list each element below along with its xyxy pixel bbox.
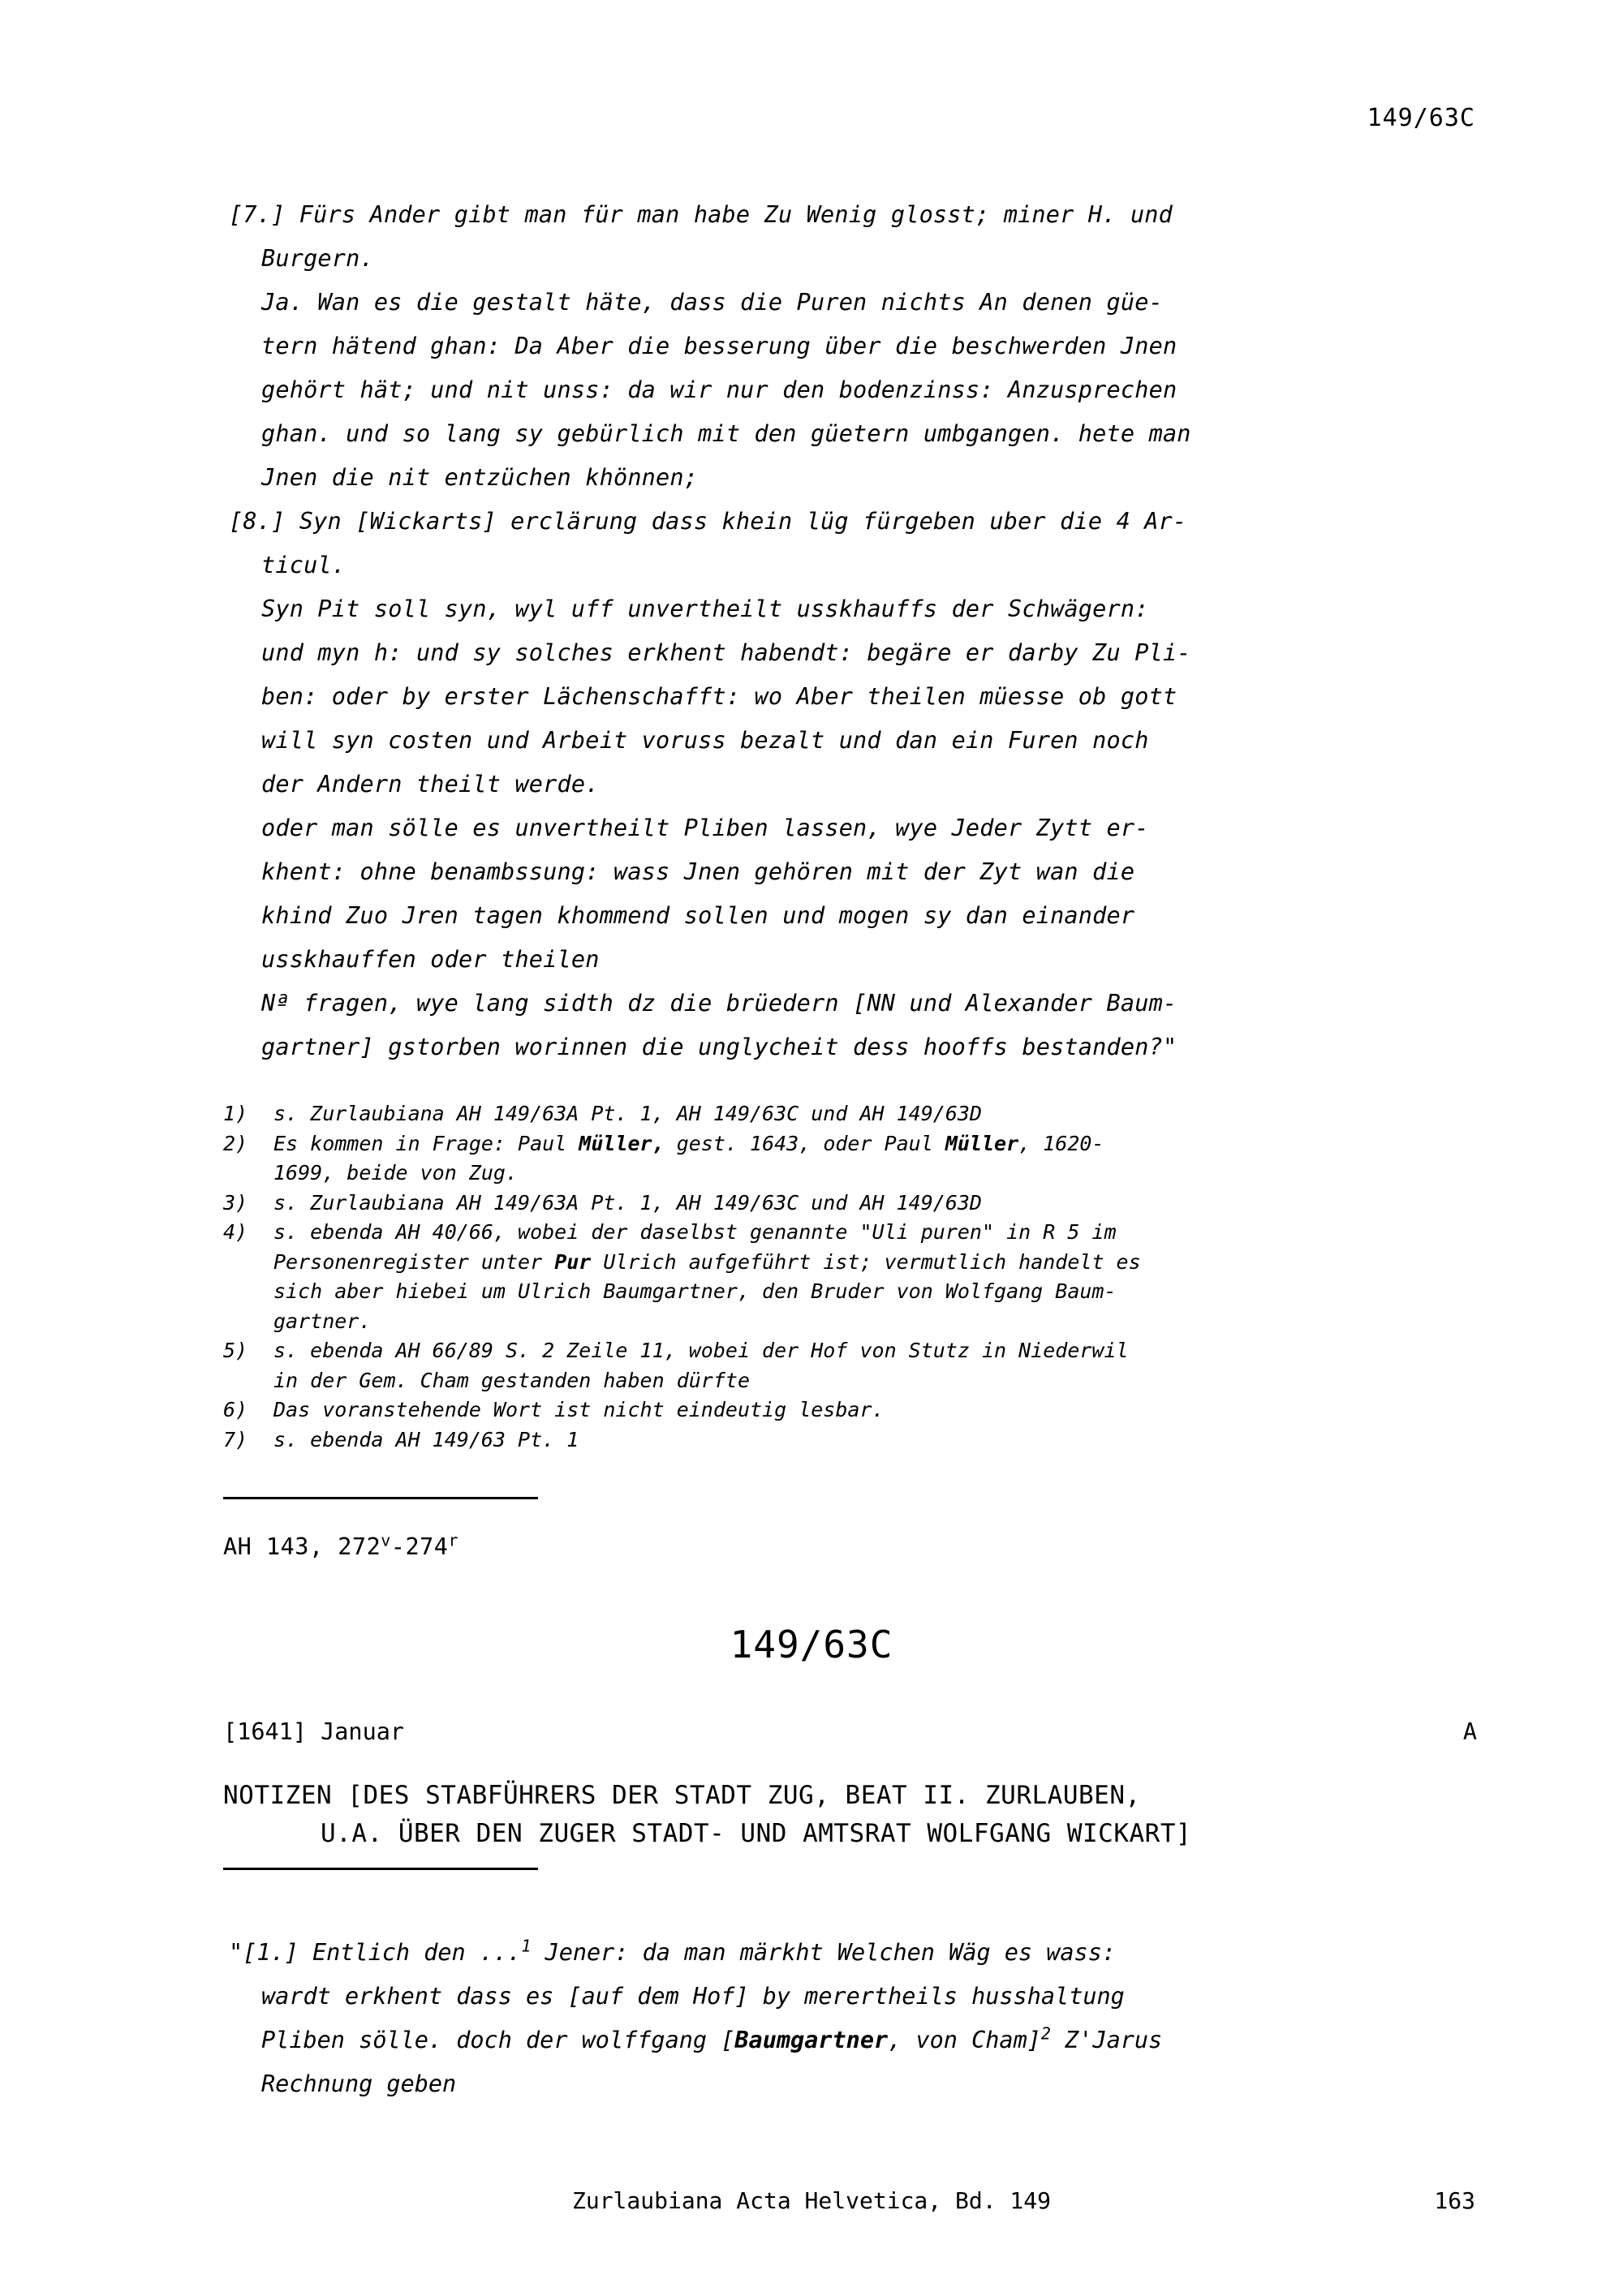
- text-line: Pliben sölle. doch der wolffgang [Baumgartner, von Cham]$^2$ Z'Jarus: [261, 2023, 1163, 2053]
- text-line: [8.] Syn [Wickarts] erclärung dass khein lüg fürgeben uber die 4 Ar-: [229, 508, 1187, 535]
- document-title: [223, 1777, 1485, 1853]
- text-line: khind Zuo Jren tagen khommend sollen und mogen sy dan einander: [261, 902, 1135, 929]
- footnote-line: 1699, beide von Zug.: [273, 1161, 519, 1185]
- footnote-number: 2): [223, 1131, 248, 1155]
- footnote-item: [223, 1218, 1477, 1336]
- page-header-reference: 149/63C: [1367, 104, 1475, 132]
- footnote-text: [273, 1425, 1477, 1455]
- document-body-text: [229, 1931, 1477, 2106]
- footnote-line: s. Zurlaubiana AH 149/63A Pt. 1, AH 149/63C und AH 149/63D: [273, 1190, 982, 1215]
- footnote-line: s. ebenda AH 66/89 S. 2 Zeile 11, wobei der Hof von Stutz in Niederwil: [273, 1339, 1129, 1362]
- text-line: ghan. und so lang sy gebürlich mit den güetern umbgangen. hete man: [261, 420, 1191, 447]
- footnote-number: 6): [223, 1398, 248, 1421]
- footer-series-title: Zurlaubiana Acta Helvetica, Bd. 149: [571, 2187, 1051, 2214]
- document-title-line-2: U.A. ÜBER DEN ZUGER STADT- UND AMTSRAT WOLFGANG WICKART]: [321, 1819, 1192, 1848]
- text-line: "[1.] Entlich den ...$^1$ Jener: da man märkht Welchen Wäg es wass:: [229, 1936, 1117, 1966]
- horizontal-divider: [223, 1868, 538, 1870]
- text-line: Ja. Wan es die gestalt häte, dass die Puren nichts An denen güe-: [261, 289, 1163, 316]
- paragraph-item-7-answer: [229, 281, 1477, 500]
- text-line: Syn Pit soll syn, wyl uff unvertheilt usskhauffs der Schwägern:: [261, 595, 1149, 622]
- footnote-text: [273, 1189, 1477, 1219]
- paragraph-item-7: [229, 193, 1477, 281]
- footnote-number: 3): [223, 1190, 248, 1215]
- footnote-text: [273, 1218, 1477, 1336]
- footnote-line: sich aber hiebei um Ulrich Baumgartner, den Bruder von Wolfgang Baum-: [273, 1279, 1117, 1303]
- footnote-text: [273, 1099, 1477, 1129]
- footnote-line: Es kommen in Frage: Paul Müller, gest. 1643, oder Paul Müller, 1620-: [273, 1131, 1104, 1155]
- footnote-number: 7): [223, 1427, 248, 1451]
- text-line: gehört hät; und nit unss: da wir nur den bodenzinss: Anzusprechen: [261, 376, 1177, 403]
- text-line: Burgern.: [261, 245, 374, 272]
- footnote-line: s. ebenda AH 40/66, wobei der daselbst genannte "Uli puren" in R 5 im: [273, 1220, 1117, 1244]
- footnote-item: [223, 1189, 1477, 1219]
- text-line: khent: ohne benambssung: wass Jnen gehören mit der Zyt wan die: [261, 858, 1135, 885]
- document-dateline: [1641] Januar: [223, 1718, 405, 1745]
- footnote-text: [273, 1395, 1477, 1425]
- paragraph-item-8: [229, 500, 1477, 587]
- footnote-line: s. Zurlaubiana AH 149/63A Pt. 1, AH 149/63C und AH 149/63D: [273, 1102, 982, 1125]
- footnote-number: 4): [223, 1220, 248, 1244]
- document-title-line-1: NOTIZEN [DES STABFÜHRERS DER STADT ZUG, BEAT II. ZURLAUBEN,: [223, 1781, 1141, 1810]
- text-line: Rechnung geben: [261, 2070, 457, 2097]
- text-line: usskhauffen oder theilen: [261, 946, 600, 973]
- footnote-text: [273, 1336, 1477, 1395]
- footnote-block: [223, 1099, 1477, 1455]
- text-line: oder man sölle es unvertheilt Pliben lassen, wye Jeder Zytt er-: [261, 815, 1149, 841]
- footer-page-number: 163: [1434, 2187, 1475, 2214]
- footnote-item: [223, 1129, 1477, 1189]
- footnote-number: 1): [223, 1102, 248, 1125]
- text-line: Nª fragen, wye lang sidth dz die brüedern [NN und Alexander Baum-: [261, 990, 1177, 1017]
- footnote-text: [273, 1129, 1477, 1189]
- horizontal-divider: [223, 1497, 538, 1499]
- document-date-marker: A: [1462, 1718, 1477, 1745]
- footnote-line: s. ebenda AH 149/63 Pt. 1: [273, 1427, 579, 1451]
- main-text-block: [229, 193, 1477, 1069]
- footnote-item: [223, 1099, 1477, 1129]
- text-line: will syn costen und Arbeit voruss bezalt und dan ein Furen noch: [261, 727, 1149, 754]
- text-line: und myn h: und sy solches erkhent habendt: begäre er darby Zu Pli-: [261, 639, 1191, 666]
- document-number-heading: 149/63C: [730, 1623, 893, 1666]
- paragraph-item-8-alt: [229, 806, 1477, 982]
- footnote-number: 5): [223, 1339, 248, 1362]
- text-line: Jnen die nit entzüchen khönnen;: [261, 464, 699, 491]
- footnote-item: [223, 1425, 1477, 1455]
- paragraph-item-8-answer: [229, 587, 1477, 806]
- text-line: ticul.: [261, 552, 347, 578]
- footnote-item: [223, 1336, 1477, 1395]
- archive-reference: AH 143, 272$^v$-274$^r$: [223, 1530, 458, 1560]
- text-line: wardt erkhent dass es [auf dem Hof] by merertheils husshaltung: [261, 1983, 1125, 2010]
- footnote-item: [223, 1395, 1477, 1425]
- text-line: tern hätend ghan: Da Aber die besserung über die beschwerden Jnen: [261, 333, 1177, 359]
- footnote-line: Das voranstehende Wort ist nicht eindeutig lesbar.: [273, 1398, 885, 1421]
- text-line: gartner] gstorben worinnen die unglycheit dess hooffs bestanden?": [261, 1034, 1177, 1060]
- text-line: ben: oder by erster Lächenschafft: wo Aber theilen müesse ob gott: [261, 683, 1177, 710]
- paragraph-item-na: [229, 982, 1477, 1069]
- text-line: der Andern theilt werde.: [261, 771, 600, 798]
- footnote-line: gartner.: [273, 1309, 372, 1333]
- footnote-line: Personenregister unter Pur Ulrich aufgeführt ist; vermutlich handelt es: [273, 1249, 1141, 1274]
- footnote-line: in der Gem. Cham gestanden haben dürfte: [273, 1368, 750, 1392]
- text-line: [7.] Fürs Ander gibt man für man habe Zu Wenig glosst; miner H. und: [229, 201, 1173, 228]
